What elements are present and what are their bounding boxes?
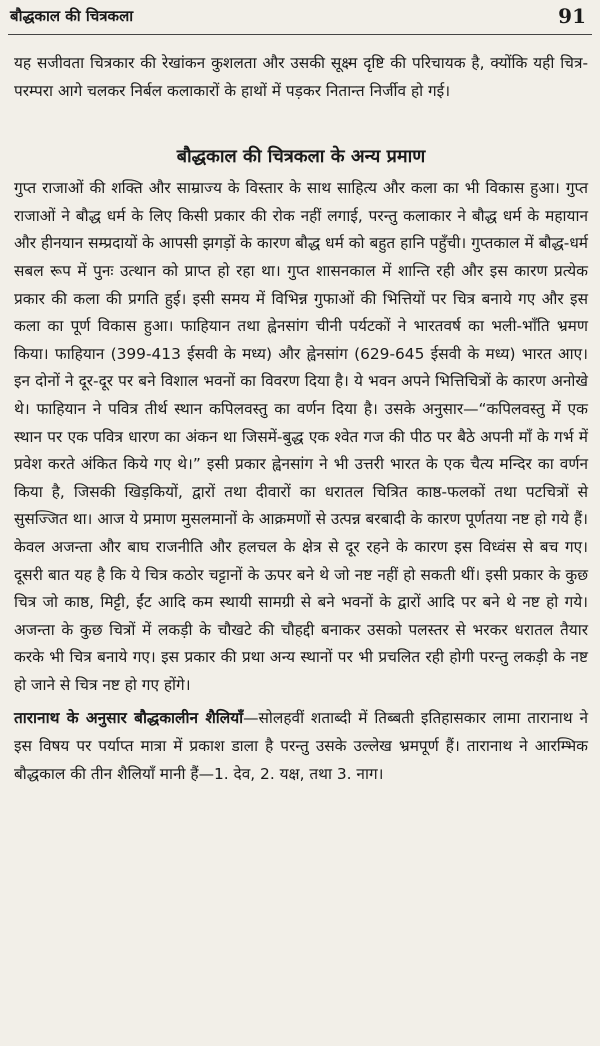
page-body xyxy=(14,50,588,788)
header-rule xyxy=(8,34,592,35)
paragraph-intro: यह सजीवता चित्रकार की रेखांकन कुशलता और उसकी सूक्ष्म दृष्टि की परिचायक है, क्योंकि यही चित्र-परम्परा आगे चलकर निर्बल कलाकारों के हाथों में पड़कर नितान्त निर्जीव हो गई। xyxy=(14,54,588,100)
paragraph-taranath xyxy=(14,705,588,788)
running-title: बौद्धकाल की चित्रकला xyxy=(10,7,134,25)
section-heading: बौद्धकाल की चित्रकला के अन्य प्रमाण xyxy=(176,146,426,168)
paragraph-gupta-evidence: गुप्त राजाओं की शक्ति और साम्राज्य के विस्तार के साथ साहित्य और कला का भी विकास हुआ। गुप्त राजाओं ने बौद्ध धर्म के लिए किसी प्रकार की रोक नहीं लगाई, परन्तु कलाकार ने बौद्ध धर्म के महायान और हीनयान सम्प्रदायों के आपसी झगड़ों के कारण बौद्ध धर्म को बहुत हानि पहुँची। गुप्तकाल में बौद्ध-धर्म सबल रूप में पुनः उत्थान को प्राप्त हो रहा था। गुप्त शासनकाल में शान्ति रही और इस कारण प्रत्येक प्रकार की कला की प्रगति हुई। इसी समय में विभिन्न गुफाओं की भित्तियों पर चित्र बनाये गए और इस कला का पूर्ण विकास हुआ। फाहियान तथा ह्वेनसांग चीनी पर्यटकों ने भारतवर्ष का भली-भाँति भ्रमण किया। फाहियान (399-413 ईसवी के मध्य) और ह्वेनसांग (629-645 ईसवी के मध्य) भारत आए। इन दोनों ने दूर-दूर पर बने विशाल भवनों का विवरण दिया है। ये भवन अपने भित्तिचित्रों के कारण अनोखे थे। फाहियान ने पवित्र तीर्थ स्थान कपिलवस्तु का वर्णन दिया है। उसके अनुसार—“कपिलवस्तु में एक स्थान पर एक पवित्र धारण का अंकन था जिसमें-बुद्ध एक श्वेत गज की पीठ पर बैठे अपनी माँ के गर्भ में प्रवेश करते अंकित किये गए थे।” इसी प्रकार ह्वेनसांग ने भी उत्तरी भारत के एक चैत्य मन्दिर का वर्णन किया है, जिसकी खिड़कियों, द्वारों तथा दीवारों का धरातल चित्रित काष्ठ-फलकों तथा पटचित्रों से सुसज्जित था। आज ये प्रमाण मुसलमानों के आक्रमणों से उत्पन्न बरबादी के कारण पूर्णतया नष्ट हो गये हैं। केवल अजन्ता और बाघ राजनीति और हलचल के क्षेत्र से दूर रहने के कारण इस विध्वंस से बच गए। दूसरी बात यह है कि ये चित्र कठोर चट्टानों के ऊपर बने थे जो नष्ट नहीं हो सकती थीं। इसी प्रकार के कुछ चित्र जो काष्ठ, मिट्टी, ईंट आदि कम स्थायी सामग्री से बने भवनों के द्वारों आदि पर बने थे नष्ट हो गये। अजन्ता के कुछ चित्रों में लकड़ी के चौखटे की चौहद्दी बनाकर उसको पलस्तर से भरकर धरातल तैयार करके भी चित्र बनाये गए। इस प्रकार की प्रथा अन्य स्थानों पर भी प्रचलित रही होगी परन्तु लकड़ी के नष्ट हो जाने से चित्र नष्ट हो गए होंगे। xyxy=(14,179,588,694)
taranath-text: —सोलहवीं शताब्दी में तिब्बती इतिहासकार लामा तारानाथ ने इस विषय पर पर्याप्त मात्रा में प्रकाश डाला है परन्तु उसके उल्लेख भ्रमपूर्ण हैं। तारानाथ ने आरम्भिक बौद्धकाल की तीन शैलियाँ मानी हैं—1. देव, 2. यक्ष, तथा 3. नाग। xyxy=(14,709,588,783)
taranath-subheading: तारानाथ के अनुसार बौद्धकालीन शैलियाँ xyxy=(14,709,244,728)
page-number: 91 xyxy=(558,4,586,28)
